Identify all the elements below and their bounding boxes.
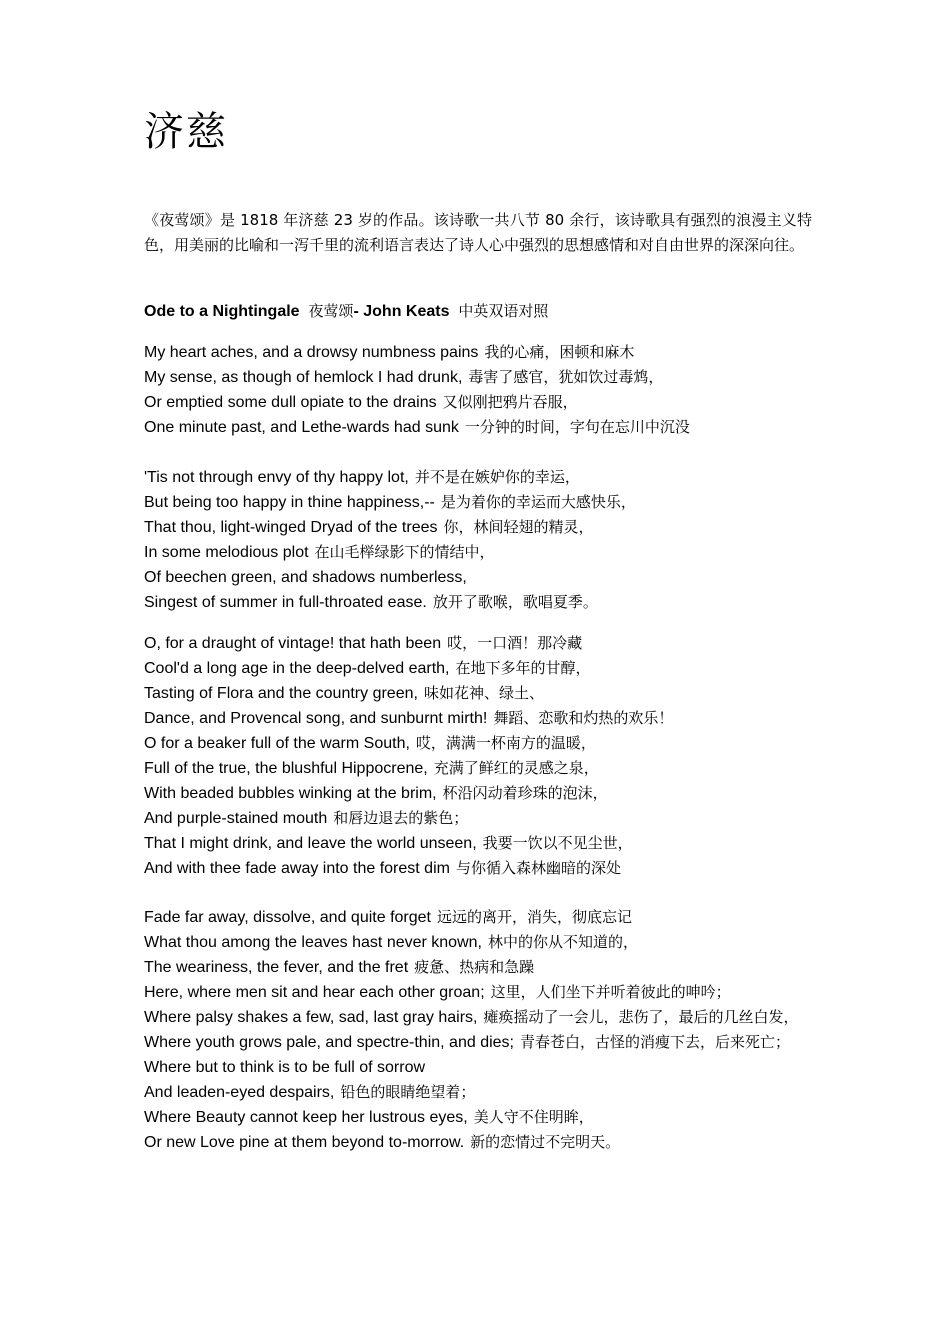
poem-line [144,1005,812,1030]
poem-line [144,856,812,881]
line-chinese: 哎，一口酒！那冷藏 [447,634,583,652]
poem-line [144,1055,812,1080]
line-english: 'Tis not through envy of thy happy lot, [144,469,409,486]
line-chinese: 这里，人们坐下并听着彼此的呻吟； [490,983,731,1001]
line-chinese: 并不是在嫉妒你的幸运， [414,468,580,486]
line-chinese: 一分钟的时间，字句在忘川中沉没 [464,418,690,436]
line-chinese: 又似刚把鸦片吞服， [442,393,578,411]
poem-line [144,806,812,831]
line-chinese: 毒害了感官，犹如饮过毒鸩， [468,368,664,386]
line-english: What thou among the leaves hast never known, [144,934,482,951]
line-chinese: 疲惫、热病和急躁 [414,958,535,976]
poem-stanza [144,905,812,1155]
line-english: My sense, as though of hemlock I had drunk, [144,369,463,386]
poem-line [144,980,812,1005]
poem-line [144,905,812,930]
line-english: Or emptied some dull opiate to the drains [144,394,437,411]
line-chinese: 铅色的眼睛绝望着； [340,1083,476,1101]
poem-line [144,390,812,415]
line-english: The weariness, the fever, and the fret [144,959,409,976]
poem-line [144,340,812,365]
line-english: O for a beaker full of the warm South, [144,735,410,752]
poem-line [144,515,812,540]
heading-english-title: Ode to a Nightingale [144,303,300,320]
line-english: Fade far away, dissolve, and quite forget [144,909,431,926]
line-english: In some melodious plot [144,544,309,561]
poem-stanza [144,631,812,881]
line-english: Singest of summer in full-throated ease. [144,594,427,611]
poem-stanza [144,340,812,440]
line-english: Here, where men sit and hear each other groan; [144,984,485,1001]
line-chinese: 瘫痪摇动了一会儿，悲伤了，最后的几丝白发， [483,1008,799,1026]
line-english: And leaden-eyed despairs, [144,1084,335,1101]
line-chinese: 哎，满满一杯南方的温暖， [415,734,596,752]
line-english: And with thee fade away into the forest dim [144,860,450,877]
poem-line [144,681,812,706]
line-chinese: 远远的离开，消失，彻底忘记 [436,908,632,926]
poem-stanza [144,465,812,615]
line-chinese: 美人守不住明眸， [473,1108,594,1126]
line-english: That thou, light-winged Dryad of the trees [144,519,438,536]
poem-line [144,465,812,490]
line-english: That I might drink, and leave the world unseen, [144,835,477,852]
line-chinese: 林中的你从不知道的， [487,933,638,951]
intro-paragraph: 《夜莺颂》是 1818 年济慈 23 岁的作品。该诗歌一共八节 80 余行，该诗歌具有强烈的浪漫主义特色，用美丽的比喻和一泻千里的流利语言表达了诗人心中强烈的思想感情和对自由世界的深深向往。 [144,211,812,254]
poem-line [144,365,812,390]
poem-line [144,540,812,565]
line-chinese: 杯沿闪动着珍珠的泡沫， [442,784,608,802]
poem-line [144,490,812,515]
poem-line [144,781,812,806]
poem-line [144,731,812,756]
poem-line [144,930,812,955]
line-english: With beaded bubbles winking at the brim, [144,785,437,802]
line-chinese: 在山毛榉绿影下的情结中， [314,543,495,561]
line-english: And purple-stained mouth [144,810,328,827]
poem-line [144,955,812,980]
line-chinese: 与你循入森林幽暗的深处 [455,859,621,877]
line-english: Where palsy shakes a few, sad, last gray hairs, [144,1009,478,1026]
line-english: One minute past, and Lethe-wards had sunk [144,419,459,436]
line-chinese: 青春苍白，古怪的消瘦下去，后来死亡； [519,1033,790,1051]
poem-line [144,1030,812,1055]
poem-line [144,1105,812,1130]
poem-line [144,415,812,440]
poem-heading [144,300,548,323]
line-chinese: 充满了鲜红的灵感之泉， [433,759,599,777]
line-chinese: 和唇边退去的紫色； [333,809,469,827]
heading-bilingual-note: 中英双语对照 [458,302,549,320]
poem-line [144,590,812,615]
page-title: 济慈 [144,109,228,155]
line-chinese: 是为着你的幸运而大感快乐， [440,493,636,511]
line-english: Dance, and Provencal song, and sunburnt mirth! [144,710,488,727]
line-chinese: 舞蹈、恋歌和灼热的欢乐！ [493,709,674,727]
line-english: Tasting of Flora and the country green, [144,685,418,702]
line-english: Full of the true, the blushful Hippocrene, [144,760,428,777]
line-chinese: 在地下多年的甘醇， [455,659,591,677]
line-english: My heart aches, and a drowsy numbness pains [144,344,479,361]
line-english: Where but to think is to be full of sorrow [144,1059,426,1076]
line-chinese: 新的恋情过不完明天。 [470,1133,621,1151]
heading-chinese-title: 夜莺颂 [308,302,354,320]
poem-line [144,656,812,681]
poem-line [144,706,812,731]
poem-line [144,831,812,856]
line-chinese: 我要一饮以不见尘世， [482,834,633,852]
line-chinese: 味如花神、绿土、 [423,684,544,702]
line-english: Where Beauty cannot keep her lustrous eyes, [144,1109,468,1126]
line-english: Or new Love pine at them beyond to-morrow. [144,1134,465,1151]
poem-line [144,756,812,781]
line-english: Where youth grows pale, and spectre-thin, and dies; [144,1034,514,1051]
line-chinese: 我的心痛，困顿和麻木 [484,343,635,361]
line-chinese: 放开了歌喉，歌唱夏季。 [432,593,598,611]
line-chinese: 你，林间轻翅的精灵， [443,518,594,536]
line-english: Of beechen green, and shadows numberless, [144,569,467,586]
poem-line [144,1130,812,1155]
line-english: But being too happy in thine happiness,-- [144,494,435,511]
line-english: O, for a draught of vintage! that hath been [144,635,442,652]
poem-line [144,1080,812,1105]
line-english: Cool'd a long age in the deep-delved earth, [144,660,450,677]
heading-author: - John Keats [353,303,450,320]
poem-line [144,565,812,590]
poem-line [144,631,812,656]
